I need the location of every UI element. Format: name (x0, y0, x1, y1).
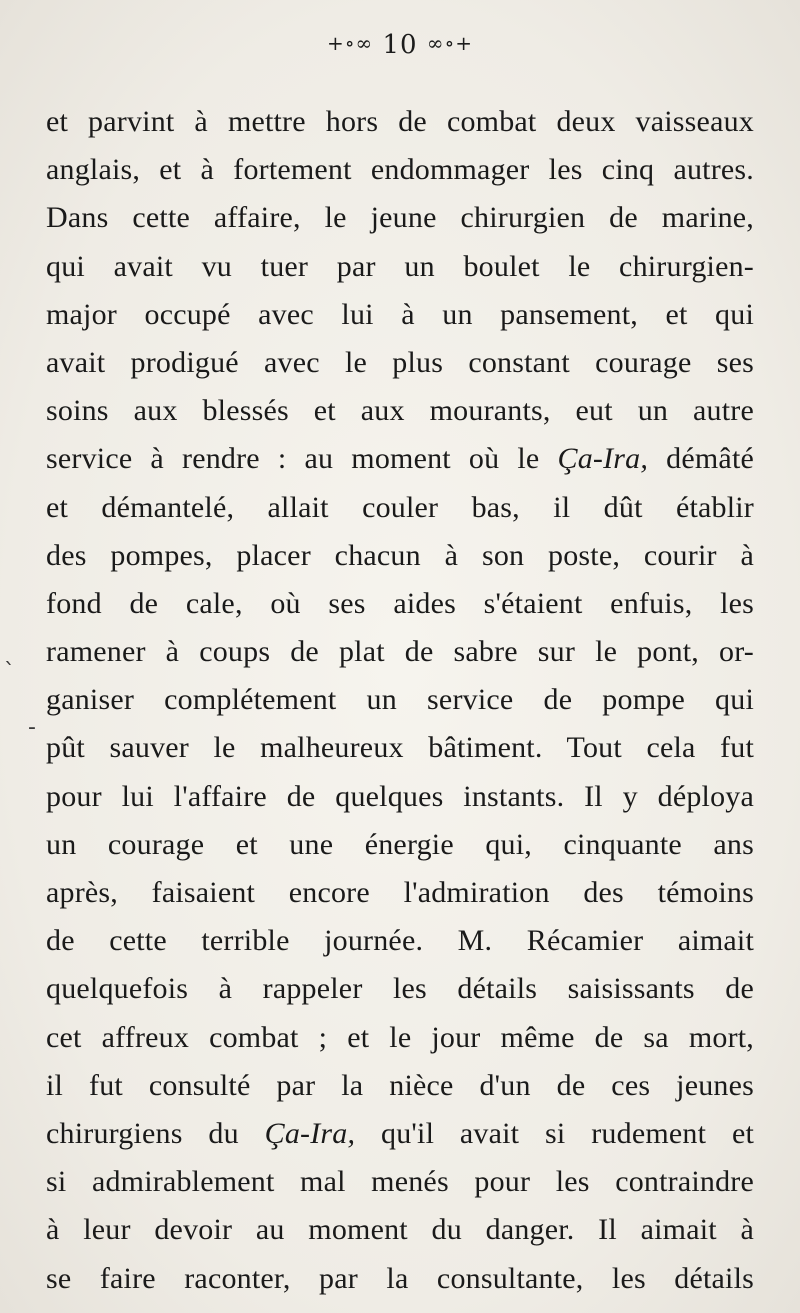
text-line: qui avait vu tuer par un boulet le chirurgien- (46, 249, 754, 283)
page-number: 10 (382, 30, 418, 60)
text-line: pour lui l'affaire de quelques instants. Il y déploya (46, 779, 754, 813)
ornament-right-icon: ∞∘+ (426, 31, 474, 55)
text-line: anglais, et à fortement endommager les cinq autres. (46, 153, 754, 187)
text-line: fond de cale, où ses aides s'étaient enfuis, les (46, 586, 754, 620)
text-line: soins aux blessés et aux mourants, eut un autre (46, 394, 754, 428)
text-line: si admirablement mal menés pour les contraindre (46, 1165, 754, 1199)
text-line: un courage et une énergie qui, cinquante ans (46, 827, 754, 861)
text-line: et démantelé, allait couler bas, il dût établir (46, 490, 754, 524)
ornament-left-icon: +∘∞ (326, 31, 374, 55)
margin-mark: ` (4, 660, 15, 685)
text-line: et parvint à mettre hors de combat deux vaisseaux (46, 105, 754, 138)
text-line: ganiser complétement un service de pompe qui (46, 683, 754, 717)
text-line: pût sauver le malheureux bâtiment. Tout cela fut (46, 731, 754, 765)
text-segment: démâté (666, 442, 754, 476)
text-line: des pompes, placer chacun à son poste, courir à (46, 538, 754, 572)
text-segment: service à rendre : au moment où le (46, 442, 540, 476)
margin-mark: - (28, 715, 36, 740)
text-segment: qu'il avait si rudement et (381, 1116, 754, 1150)
text-line: major occupé avec lui à un pansement, et qui (46, 297, 754, 331)
text-line: cet affreux combat ; et le jour même de sa mort, (46, 1020, 754, 1054)
text-line: après, faisaient encore l'admiration des témoins (46, 876, 754, 909)
text-segment: chirurgiens du (46, 1116, 239, 1150)
text-line: ramener à coups de plat de sabre sur le pont, or- (46, 635, 754, 669)
text-line: Dans cette affaire, le jeune chirurgien de marine, (46, 201, 754, 235)
ship-name: Ça-Ira, (264, 1116, 356, 1150)
page-header (0, 30, 800, 60)
text-line: à leur devoir au moment du danger. Il aimait à (46, 1213, 754, 1247)
text-line (46, 1110, 754, 1158)
text-line: avait prodigué avec le plus constant courage ses (46, 345, 754, 379)
ship-name: Ça-Ira, (557, 442, 649, 476)
text-line: il fut consulté par la nièce d'un de ces jeunes (46, 1068, 754, 1102)
text-line: quelquefois à rappeler les détails saisissants de (46, 972, 754, 1006)
text-line: de cette terrible journée. M. Récamier aimait (46, 924, 754, 958)
body-text (46, 98, 754, 1303)
text-line: se faire raconter, par la consultante, les détails (46, 1261, 754, 1295)
text-line (46, 435, 754, 483)
